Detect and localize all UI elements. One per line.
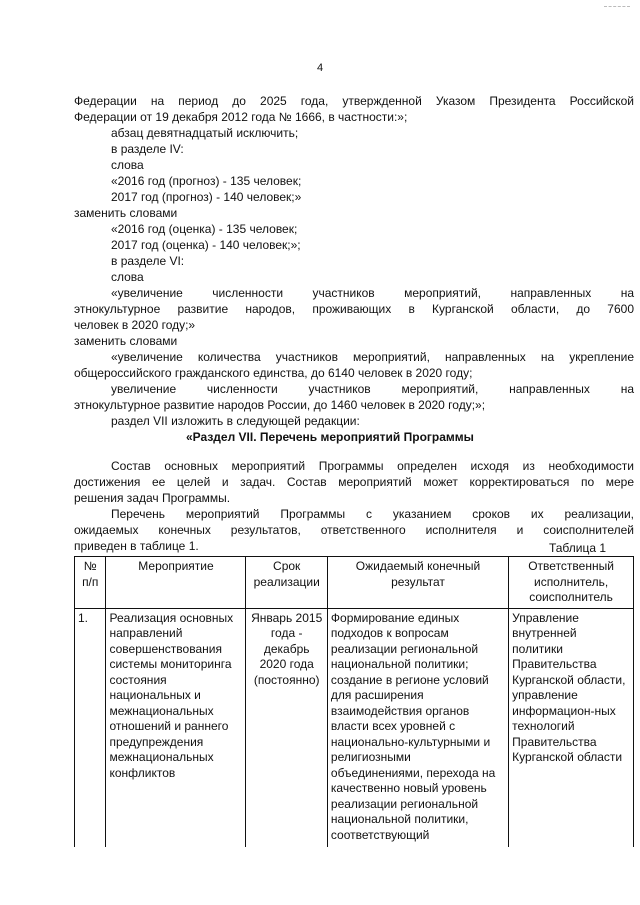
- paragraph-line: человек в 2020 году;»: [74, 318, 196, 332]
- cell-event: Реализация основных направлений совершенствования системы мониторинга состояния национальных и межнациональных отношений и раннего предупреждения межнациональных конфликтов: [106, 608, 246, 847]
- paragraph-line: абзац девятнадцатый исключить;: [111, 126, 299, 140]
- header-result: Ожидаемый конечный результат: [327, 557, 508, 609]
- paragraph-line: раздел VII изложить в следующей редакции:: [111, 414, 360, 428]
- paragraph-line: Перечень мероприятий Программы с указанием сроков их реализации,: [111, 507, 634, 521]
- paragraph-line: Состав основных мероприятий Программы определен исходя из необходимости: [111, 459, 634, 473]
- paragraph-line: «увеличение количества участников мероприятий, направленных на укрепление: [111, 350, 634, 364]
- paragraph-line: приведен в таблице 1.: [74, 539, 199, 553]
- paragraph-line: слова: [111, 270, 144, 284]
- paragraph-line: заменить словами: [74, 206, 178, 220]
- table-caption: Таблица 1: [548, 541, 606, 555]
- paragraph-line: «увеличение численности участников мероприятий, направленных на: [111, 286, 634, 300]
- paragraph-line: увеличение численности участников мероприятий, направленных на: [111, 382, 634, 396]
- paragraph-line: Федерации на период до 2025 года, утвержденной Указом Президента Российской: [74, 94, 634, 108]
- paragraph-line: общероссийского гражданского единства, до 6140 человек в 2020 году;: [74, 366, 473, 380]
- events-table: [74, 556, 634, 847]
- paragraph-line: этнокультурное развитие народов России, до 1460 человек в 2020 году;»;: [74, 398, 486, 412]
- header-num: № п/п: [75, 557, 106, 609]
- paragraph-line: 2017 год (прогноз) - 140 человек;»: [111, 190, 302, 204]
- paragraph-line: «2016 год (оценка) - 135 человек;: [111, 222, 298, 236]
- table-row: [75, 608, 634, 847]
- cell-result: Формирование единых подходов к вопросам реализации региональной национальной политики; создание в регионе условий для расширения взаимодействия органов власти всех уровней с национально-культурными и религиозными объединениями, перехода на качественно новый уровень реализации региональной национальной политики, соответствующий: [327, 608, 508, 847]
- paragraph-line: ожидаемых конечных результатов, ответственного исполнителя и соисполнителей: [74, 523, 634, 537]
- paragraph-line: 2017 год (оценка) - 140 человек;»;: [111, 238, 301, 252]
- cell-term: Январь 2015 года - декабрь 2020 года (постоянно): [246, 608, 327, 847]
- header-term: Срок реализации: [246, 557, 327, 609]
- paragraph-line: этнокультурное развитие народов, проживающих в Курганской области, до 7600: [74, 302, 634, 316]
- header-responsible: Ответственный исполнитель, соисполнитель: [509, 557, 634, 609]
- page-number: 4: [316, 62, 324, 74]
- paragraph-line: решения задач Программы.: [74, 491, 231, 505]
- paragraph-line: слова: [111, 158, 144, 172]
- paragraph-line: заменить словами: [74, 334, 178, 348]
- paragraph-line: «2016 год (прогноз) - 135 человек;: [111, 174, 302, 188]
- table-header-row: [75, 557, 634, 609]
- scan-mark: [604, 6, 630, 8]
- paragraph-line: в разделе IV:: [111, 142, 184, 156]
- header-event: Мероприятие: [106, 557, 246, 609]
- section-heading: «Раздел VII. Перечень мероприятий Программы: [186, 430, 474, 444]
- paragraph-line: в разделе VI:: [111, 254, 185, 268]
- cell-responsible: Управление внутренней политики Правительства Курганской области, управление информацион-ных технологий Правительства Курганской области: [509, 608, 634, 847]
- cell-num: 1.: [75, 608, 106, 847]
- paragraph-line: Федерации от 19 декабря 2012 года № 1666, в частности:»;: [74, 110, 408, 124]
- paragraph-line: достижения ее целей и задач. Состав мероприятий может корректироваться по мере: [74, 475, 634, 489]
